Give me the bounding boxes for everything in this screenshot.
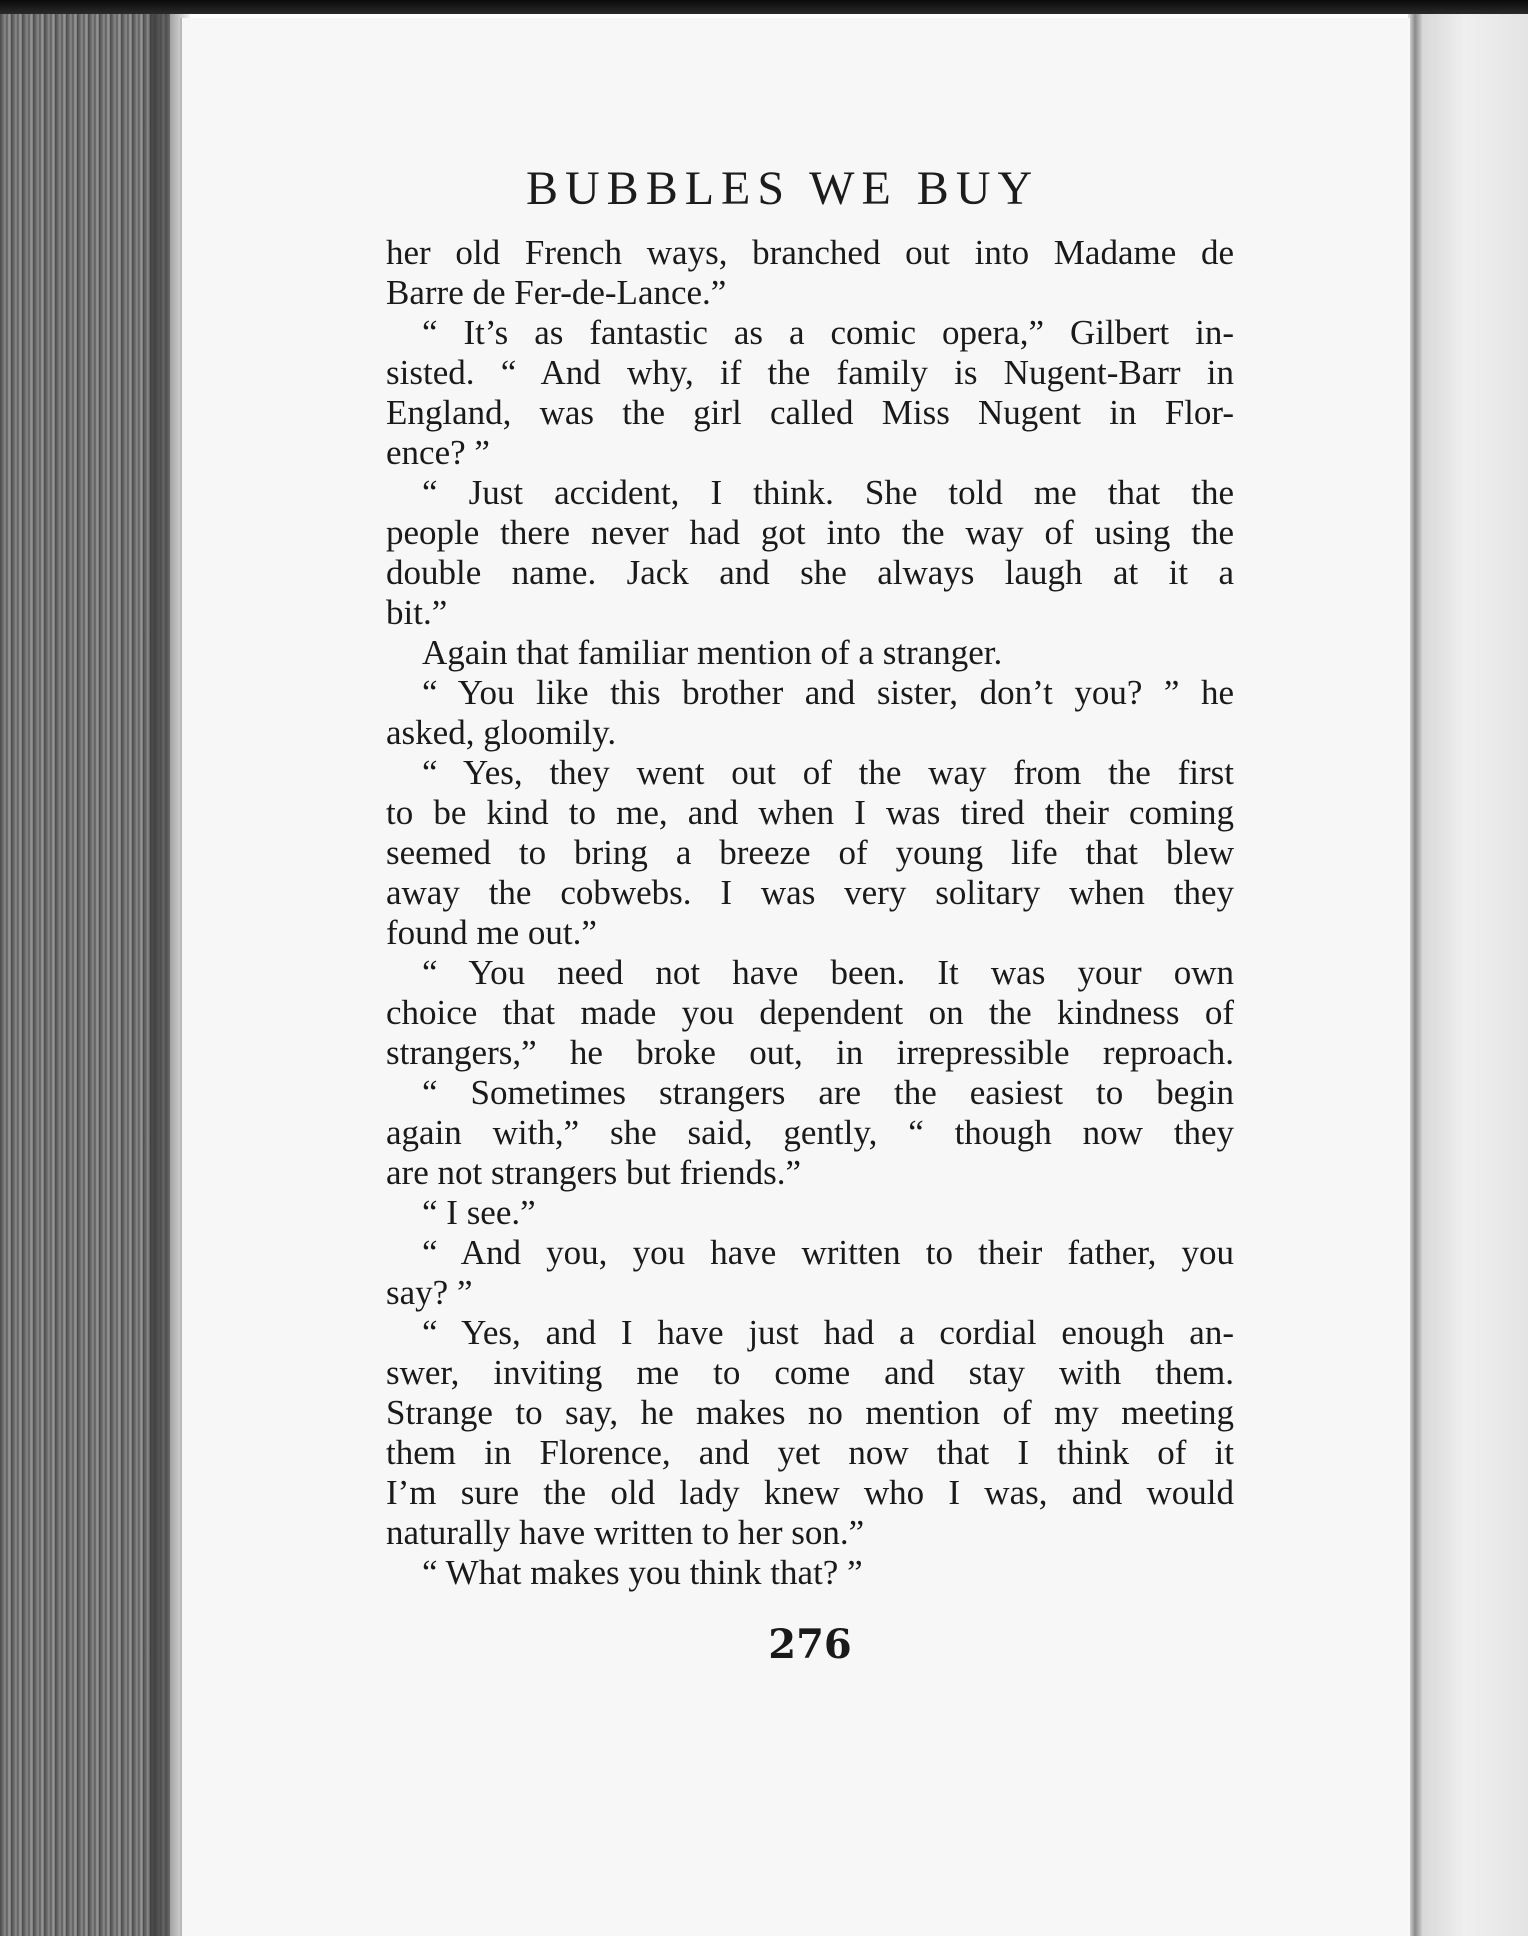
text-line: “ It’s as fantastic as a comic opera,” Gilbert in- (422, 313, 1234, 352)
page-number: 276 (768, 1621, 852, 1668)
text-line: people there never had got into the way of using the (386, 513, 1234, 552)
text-line: strangers,” he broke out, in irrepressible reproach. (386, 1033, 1234, 1072)
text-line: “ Yes, and I have just had a cordial enough an- (422, 1313, 1234, 1352)
text-line: to be kind to me, and when I was tired their coming (386, 793, 1234, 832)
text-line: “ You like this brother and sister, don’t you? ” he (422, 673, 1234, 712)
text-line: “ Yes, they went out of the way from the first (422, 753, 1234, 792)
book-gutter (1408, 14, 1422, 1936)
running-head: BUBBLES WE BUY (526, 162, 1040, 215)
text-line: seemed to bring a breeze of young life that blew (386, 833, 1234, 872)
text-line: swer, inviting me to come and stay with them. (386, 1353, 1234, 1392)
text-line: are not strangers but friends.” (386, 1153, 801, 1192)
text-line: I’m sure the old lady knew who I was, and would (386, 1473, 1234, 1512)
text-line: sisted. “ And why, if the family is Nugent-Barr in (386, 353, 1234, 392)
text-line: bit.” (386, 593, 448, 632)
text-line: again with,” she said, gently, “ though now they (386, 1113, 1234, 1152)
text-line: Barre de Fer-de-Lance.” (386, 273, 727, 312)
text-line: “ And you, you have written to their father, you (422, 1233, 1234, 1272)
facing-page (1422, 14, 1528, 1936)
text-line: her old French ways, branched out into Madame de (386, 233, 1234, 272)
text-line: “ What makes you think that? ” (422, 1553, 863, 1592)
text-line: found me out.” (386, 913, 597, 952)
text-line: them in Florence, and yet now that I think of it (386, 1433, 1234, 1472)
text-line: “ Just accident, I think. She told me that the (422, 473, 1234, 512)
text-line: choice that made you dependent on the kindness of (386, 993, 1234, 1032)
text-line: away the cobwebs. I was very solitary when they (386, 873, 1234, 912)
text-line: asked, gloomily. (386, 713, 617, 752)
text-line: double name. Jack and she always laugh at it a (386, 553, 1234, 592)
text-line: “ You need not have been. It was your own (422, 953, 1234, 992)
text-line: say? ” (386, 1273, 473, 1312)
book-top-edge (0, 0, 1528, 14)
text-line: Strange to say, he makes no mention of my meeting (386, 1393, 1234, 1432)
text-line: naturally have written to her son.” (386, 1513, 865, 1552)
text-line: “ I see.” (422, 1193, 536, 1232)
page-edges-left (0, 14, 170, 1936)
text-line: Again that familiar mention of a stranger. (422, 633, 1003, 672)
text-line: “ Sometimes strangers are the easiest to begin (422, 1073, 1234, 1112)
text-line: ence? ” (386, 433, 490, 472)
text-line: England, was the girl called Miss Nugent in Flor- (386, 393, 1234, 432)
body-text (386, 233, 1234, 1593)
